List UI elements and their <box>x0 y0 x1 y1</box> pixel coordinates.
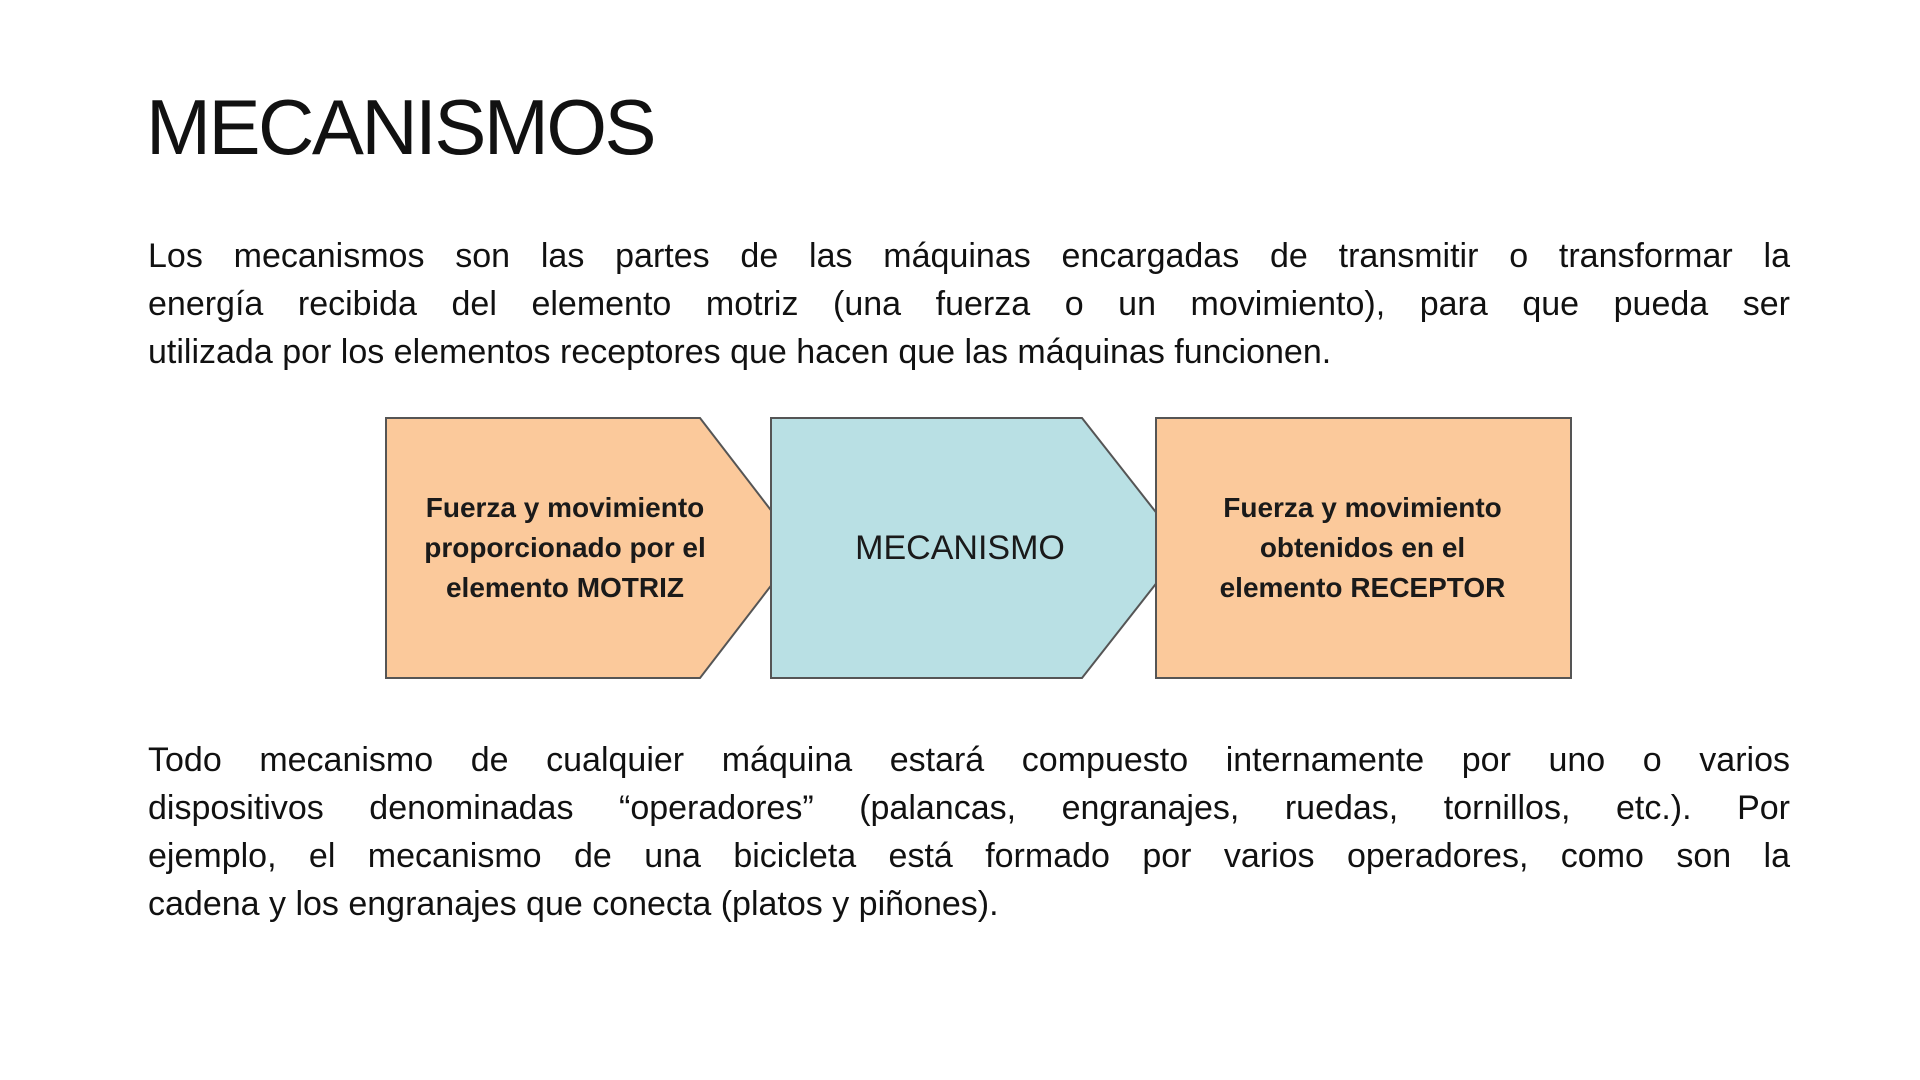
intro-paragraph <box>148 232 1790 376</box>
input-label-line: Fuerza y movimiento <box>425 492 705 523</box>
text-line: ejemplo, el mecanismo de una bicicleta está formado por varios operadores, como son la <box>148 837 1790 875</box>
operators-paragraph <box>148 736 1790 928</box>
slide-title: MECANISMOS <box>146 83 655 171</box>
input-label-line: proporcionado por el <box>424 532 706 563</box>
mechanism-label: MECANISMO <box>855 529 1065 567</box>
output-label-line: obtenidos en el <box>1259 532 1466 563</box>
output-label-line: elemento RECEPTOR <box>1219 572 1506 603</box>
text-line: dispositivos denominadas “operadores” (palancas, engranajes, ruedas, tornillos, etc.). Por <box>148 789 1790 827</box>
input-label <box>400 488 730 608</box>
text-line: cadena y los engranajes que conecta (platos y piñones). <box>148 885 999 923</box>
text-line: Los mecanismos son las partes de las máquinas encargadas de transmitir o transformar la <box>148 237 1790 275</box>
input-label-line: elemento MOTRIZ <box>445 572 684 603</box>
text-line: Todo mecanismo de cualquier máquina estará compuesto internamente por uno o varios <box>148 741 1790 779</box>
output-label <box>1170 488 1555 608</box>
output-label-line: Fuerza y movimiento <box>1223 492 1502 523</box>
text-line: utilizada por los elementos receptores que hacen que las máquinas funcionen. <box>148 333 1332 371</box>
mechanism-diagram <box>380 410 1580 690</box>
text-line: energía recibida del elemento motriz (una fuerza o un movimiento), para que pueda ser <box>148 285 1790 323</box>
